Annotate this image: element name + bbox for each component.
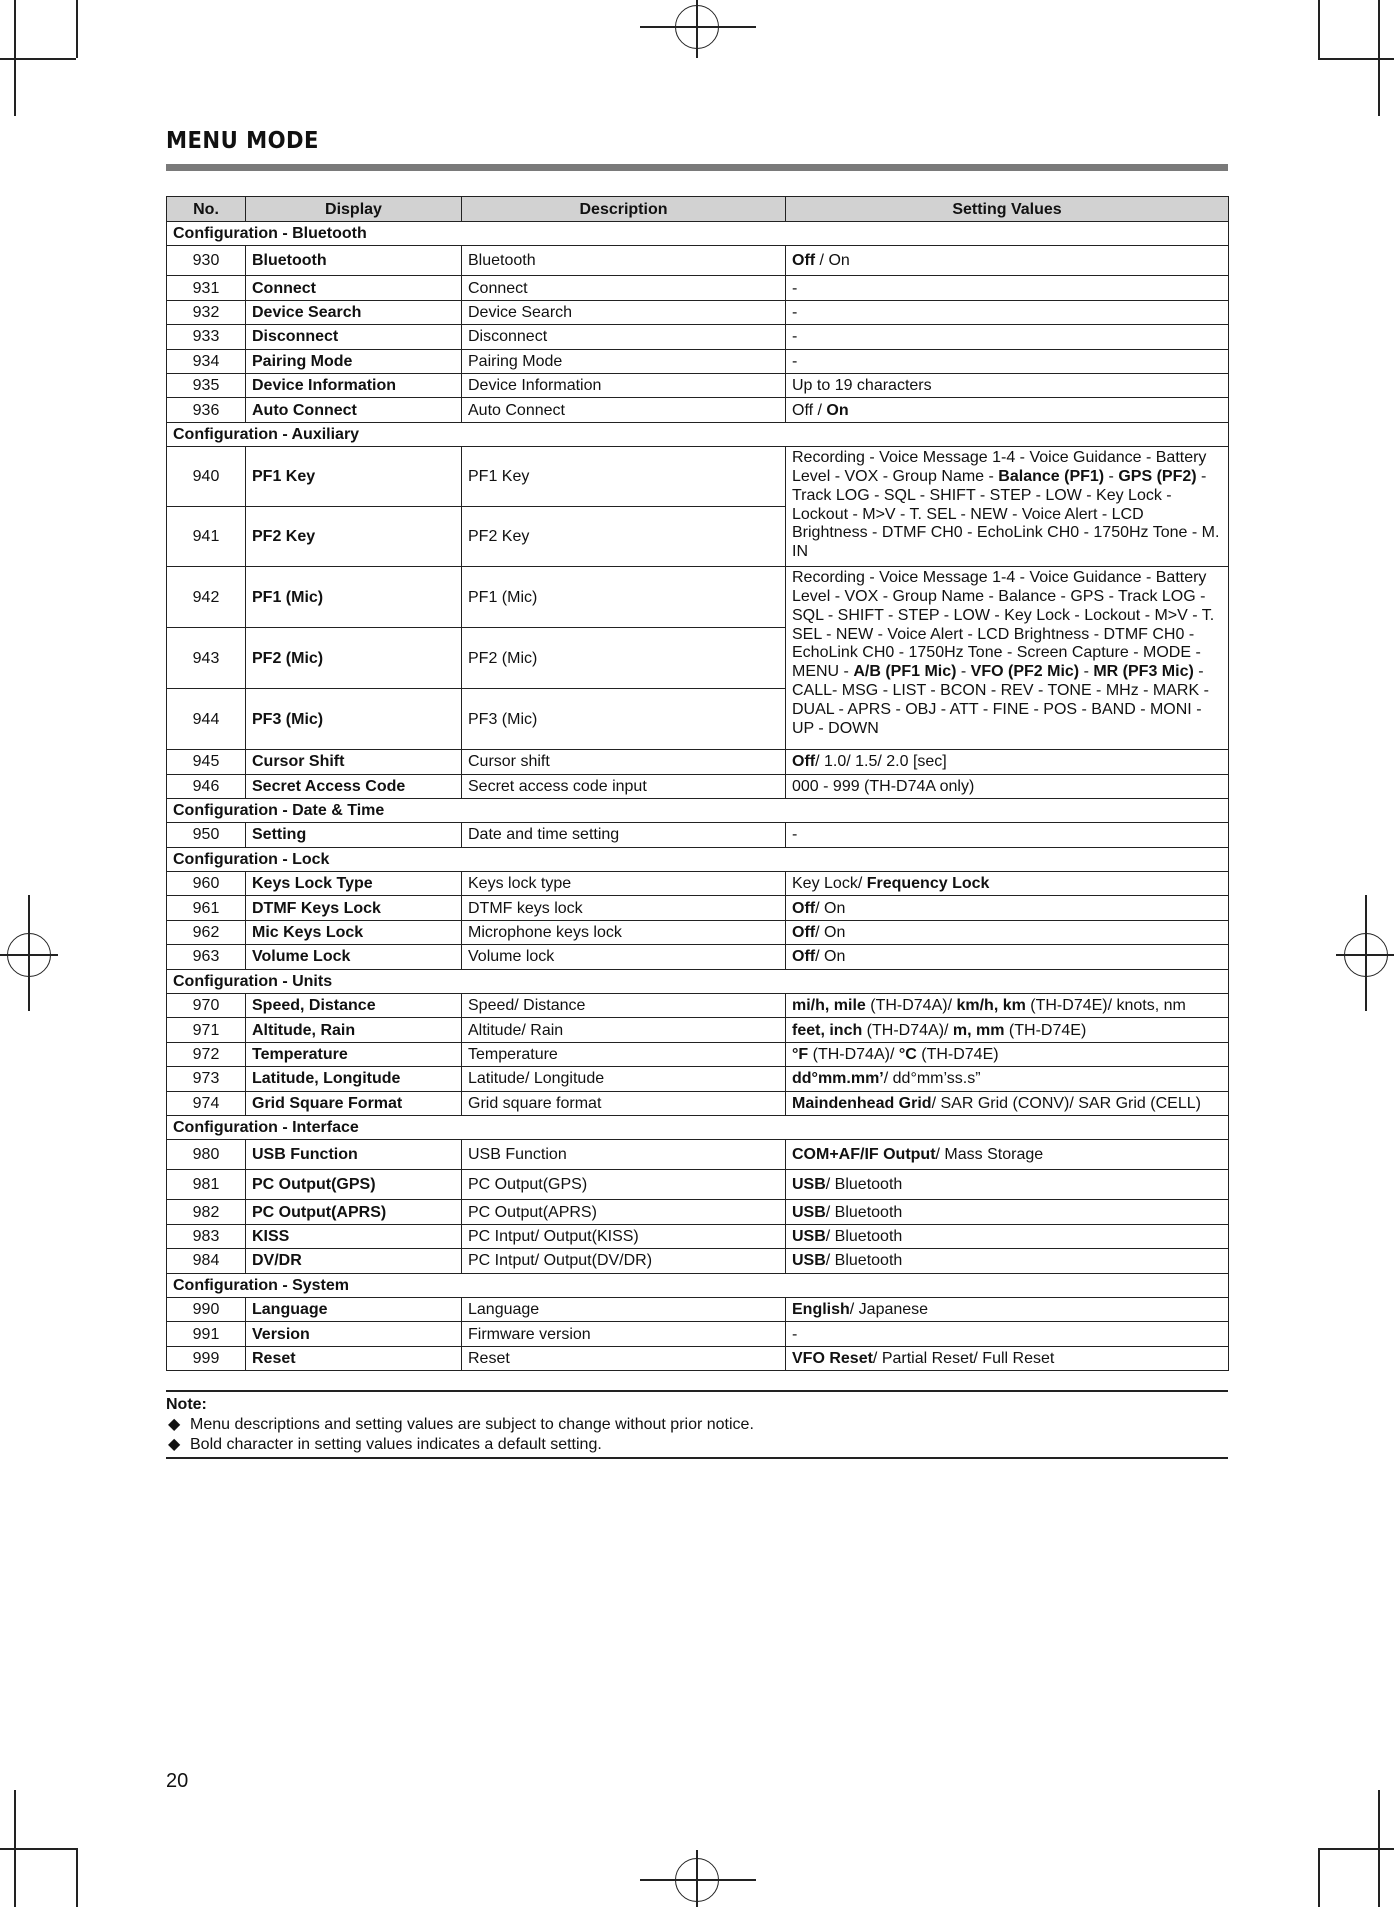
menu-description: Date and time setting <box>462 823 786 847</box>
menu-display: Cursor Shift <box>246 750 462 774</box>
menu-description: Disconnect <box>462 325 786 349</box>
default-value: GPS (PF2) <box>1118 467 1197 485</box>
diamond-bullet-icon: ◆ <box>168 1416 181 1433</box>
menu-description: PC Intput/ Output(DV/DR) <box>462 1249 786 1273</box>
menu-description: Connect <box>462 276 786 300</box>
menu-setting-values <box>786 447 1229 567</box>
menu-description: Auto Connect <box>462 398 786 422</box>
other-values: / dd°mm’ss.s” <box>883 1070 981 1088</box>
menu-setting-values <box>786 1091 1229 1115</box>
note-text: Bold character in setting values indicates a default setting. <box>190 1436 602 1453</box>
default-value: Off <box>792 753 816 771</box>
menu-description: Language <box>462 1297 786 1321</box>
values-text: Recording - Voice Message 1-4 - Voice Guidance - Battery Level - VOX - Group Name - <box>792 449 1207 485</box>
table-row <box>167 774 1229 798</box>
section-interface: Configuration - Interface <box>167 1115 1229 1139</box>
menu-description: PF2 Key <box>462 507 786 567</box>
menu-number: 984 <box>167 1249 246 1273</box>
other-values: / On <box>815 948 846 966</box>
crop-mark <box>1318 0 1320 58</box>
other-values: (TH-D74E) <box>916 1046 999 1063</box>
other-values: / 1.0/ 1.5/ 2.0 [sec] <box>815 753 947 771</box>
other-values: / Partial Reset/ Full Reset <box>872 1349 1055 1367</box>
crop-mark <box>1318 1848 1320 1907</box>
table-row <box>167 750 1229 774</box>
default-value: mi/h, mile <box>792 997 866 1015</box>
menu-setting-values <box>786 1067 1229 1091</box>
menu-setting-values: - <box>786 325 1229 349</box>
section-auxiliary: Configuration - Auxiliary <box>167 422 1229 446</box>
table-row <box>167 1322 1229 1346</box>
default-value: Maindenhead Grid <box>792 1094 932 1112</box>
menu-setting-values <box>786 1140 1229 1170</box>
menu-number: 945 <box>167 750 246 774</box>
default-value: USB <box>792 1176 826 1194</box>
menu-description: Pairing Mode <box>462 349 786 373</box>
header-setting-values: Setting Values <box>786 197 1229 222</box>
default-value: USB <box>792 1252 826 1270</box>
note-item <box>166 1415 1228 1435</box>
menu-setting-values <box>786 994 1229 1018</box>
table-row <box>167 1170 1229 1200</box>
menu-description: Speed/ Distance <box>462 994 786 1018</box>
table-row <box>167 896 1229 920</box>
default-value: °F <box>792 1046 809 1063</box>
menu-display: Volume Lock <box>246 945 462 969</box>
crop-mark <box>76 0 78 58</box>
menu-setting-values <box>786 1042 1229 1066</box>
default-value: Off <box>792 252 816 270</box>
menu-number: 983 <box>167 1224 246 1248</box>
section-bluetooth: Configuration - Bluetooth <box>167 222 1229 246</box>
menu-description: PC Output(APRS) <box>462 1200 786 1224</box>
menu-setting-values <box>786 1297 1229 1321</box>
menu-number: 946 <box>167 774 246 798</box>
other-values: (TH-D74A)/ <box>808 1046 899 1063</box>
menu-display: Setting <box>246 823 462 847</box>
menu-display: Pairing Mode <box>246 349 462 373</box>
menu-number: 942 <box>167 567 246 628</box>
menu-display: Version <box>246 1322 462 1346</box>
menu-number: 950 <box>167 823 246 847</box>
menu-display: PC Output(GPS) <box>246 1170 462 1200</box>
table-row <box>167 246 1229 276</box>
table-row <box>167 920 1229 944</box>
menu-description: Reset <box>462 1346 786 1370</box>
menu-setting-values: - <box>786 349 1229 373</box>
other-values: / Bluetooth <box>825 1252 903 1270</box>
other-values: / SAR Grid (CONV)/ SAR Grid (CELL) <box>931 1094 1201 1112</box>
menu-display: DTMF Keys Lock <box>246 896 462 920</box>
menu-number: 999 <box>167 1346 246 1370</box>
other-values: Off / <box>792 401 827 419</box>
menu-display: Secret Access Code <box>246 774 462 798</box>
menu-description: PC Intput/ Output(KISS) <box>462 1224 786 1248</box>
values-text: Recording - Voice Message 1-4 - Voice Guidance - Battery Level - VOX - Group Name - Balance - GPS - Track LOG - SQL - SHIFT - STEP - LOW - Key Lock - Lockout - M>V - T. SEL - NEW - Voice Alert - LCD Brightness - DTMF CH0 - EchoLink CH0 - 1750Hz Tone - Screen Capture - MODE - MENU - <box>792 569 1215 681</box>
table-row <box>167 1224 1229 1248</box>
header-display: Display <box>246 197 462 222</box>
values-text: - CALL- MSG - LIST - BCON - REV - TONE - MHz - MARK - DUAL - APRS - OBJ - ATT - FINE - POS - BAND - MONI - UP - DOWN <box>792 663 1209 737</box>
menu-display: PF1 (Mic) <box>246 567 462 628</box>
menu-display: Temperature <box>246 1042 462 1066</box>
registration-mark <box>1344 933 1388 977</box>
menu-number: 934 <box>167 349 246 373</box>
menu-number: 960 <box>167 872 246 896</box>
table-row <box>167 1297 1229 1321</box>
menu-number: 943 <box>167 628 246 689</box>
table-row <box>167 994 1229 1018</box>
table-row <box>167 398 1229 422</box>
default-value: Balance (PF1) <box>998 467 1105 485</box>
values-text: - <box>956 663 971 681</box>
table-row <box>167 1067 1229 1091</box>
menu-number: 963 <box>167 945 246 969</box>
default-value: Off <box>792 924 816 942</box>
menu-description: Device Search <box>462 300 786 324</box>
menu-setting-values <box>786 1224 1229 1248</box>
table-row <box>167 1346 1229 1370</box>
menu-description: Firmware version <box>462 1322 786 1346</box>
menu-setting-values: - <box>786 823 1229 847</box>
table-row <box>167 872 1229 896</box>
menu-display: KISS <box>246 1224 462 1248</box>
menu-display: Connect <box>246 276 462 300</box>
default-value: Off <box>792 948 816 966</box>
menu-number: 981 <box>167 1170 246 1200</box>
page-number: 20 <box>166 1770 189 1792</box>
default-value: Off <box>792 899 816 917</box>
default-value: MR (PF3 Mic) <box>1093 663 1194 681</box>
menu-description: DTMF keys lock <box>462 896 786 920</box>
menu-description: Device Information <box>462 373 786 397</box>
other-values: (TH-D74A)/ <box>865 997 957 1015</box>
menu-description: Cursor shift <box>462 750 786 774</box>
menu-setting-values: - <box>786 1322 1229 1346</box>
default-value: On <box>826 401 849 419</box>
menu-description: Bluetooth <box>462 246 786 276</box>
default-value: USB <box>792 1227 826 1245</box>
menu-setting-values <box>786 1346 1229 1370</box>
table-row <box>167 447 1229 507</box>
default-value: English <box>792 1301 850 1319</box>
crop-mark <box>1318 58 1394 60</box>
menu-display: Auto Connect <box>246 398 462 422</box>
menu-description: Keys lock type <box>462 872 786 896</box>
menu-number: 982 <box>167 1200 246 1224</box>
section-row <box>167 1115 1229 1139</box>
default-value: Frequency Lock <box>866 875 990 893</box>
menu-display: Keys Lock Type <box>246 872 462 896</box>
menu-display: Mic Keys Lock <box>246 920 462 944</box>
menu-display: Speed, Distance <box>246 994 462 1018</box>
registration-mark <box>7 933 51 977</box>
table-header-row <box>167 197 1229 222</box>
other-values: (TH-D74E)/ knots, nm <box>1025 997 1186 1015</box>
crop-mark <box>1378 1790 1380 1907</box>
menu-setting-values <box>786 246 1229 276</box>
crop-mark <box>14 1790 16 1907</box>
registration-mark <box>675 1858 719 1902</box>
default-value: dd°mm.mm’ <box>792 1070 884 1088</box>
menu-description: PC Output(GPS) <box>462 1170 786 1200</box>
crop-mark <box>14 0 16 116</box>
menu-setting-values <box>786 567 1229 750</box>
menu-number: 930 <box>167 246 246 276</box>
menu-setting-values <box>786 945 1229 969</box>
menu-description: Altitude/ Rain <box>462 1018 786 1042</box>
menu-number: 932 <box>167 300 246 324</box>
menu-number: 971 <box>167 1018 246 1042</box>
menu-number: 990 <box>167 1297 246 1321</box>
menu-number: 941 <box>167 507 246 567</box>
menu-number: 980 <box>167 1140 246 1170</box>
crop-mark <box>1378 0 1380 116</box>
default-value: A/B (PF1 Mic) <box>853 663 957 681</box>
menu-setting-values: Up to 19 characters <box>786 373 1229 397</box>
menu-number: 940 <box>167 447 246 507</box>
default-value: m, mm <box>952 1021 1005 1039</box>
section-row <box>167 969 1229 993</box>
menu-number: 935 <box>167 373 246 397</box>
menu-display: USB Function <box>246 1140 462 1170</box>
menu-table <box>166 196 1229 1371</box>
menu-display: Device Information <box>246 373 462 397</box>
values-text: - Track LOG - SQL - SHIFT - STEP - LOW - Key Lock - Lockout - M>V - T. SEL - NEW - Voice Alert - LCD Brightness - DTMF CH0 - EchoLink CH0 - 1750Hz Tone - M. IN <box>792 467 1220 561</box>
other-values: (TH-D74A)/ <box>862 1021 953 1039</box>
section-row <box>167 422 1229 446</box>
other-values: / Bluetooth <box>825 1176 903 1194</box>
menu-number: 933 <box>167 325 246 349</box>
menu-number: 991 <box>167 1322 246 1346</box>
table-row <box>167 1018 1229 1042</box>
menu-setting-values <box>786 1170 1229 1200</box>
menu-display: PF2 Key <box>246 507 462 567</box>
section-lock: Configuration - Lock <box>167 847 1229 871</box>
default-value: km/h, km <box>956 997 1026 1015</box>
menu-setting-values <box>786 896 1229 920</box>
menu-display: Reset <box>246 1346 462 1370</box>
note-item <box>166 1435 1228 1455</box>
menu-setting-values <box>786 398 1229 422</box>
menu-display: Latitude, Longitude <box>246 1067 462 1091</box>
menu-description: PF2 (Mic) <box>462 628 786 689</box>
menu-description: PF1 (Mic) <box>462 567 786 628</box>
menu-description: PF3 (Mic) <box>462 689 786 750</box>
crop-mark <box>1318 1848 1394 1850</box>
default-value: COM+AF/IF Output <box>792 1146 936 1164</box>
table-row <box>167 1140 1229 1170</box>
menu-setting-values <box>786 1200 1229 1224</box>
menu-description: Microphone keys lock <box>462 920 786 944</box>
diamond-bullet-icon: ◆ <box>168 1436 181 1453</box>
table-row <box>167 1042 1229 1066</box>
values-text: - <box>1104 467 1119 485</box>
menu-display: Disconnect <box>246 325 462 349</box>
menu-description: Temperature <box>462 1042 786 1066</box>
table-row <box>167 567 1229 628</box>
table-row <box>167 300 1229 324</box>
menu-number: 974 <box>167 1091 246 1115</box>
menu-display: Bluetooth <box>246 246 462 276</box>
crop-mark <box>0 58 76 60</box>
menu-display: Device Search <box>246 300 462 324</box>
menu-display: DV/DR <box>246 1249 462 1273</box>
other-values: / On <box>815 252 850 270</box>
menu-description: Volume lock <box>462 945 786 969</box>
menu-number: 970 <box>167 994 246 1018</box>
header-no: No. <box>167 197 246 222</box>
menu-display: PC Output(APRS) <box>246 1200 462 1224</box>
section-row <box>167 798 1229 822</box>
menu-setting-values <box>786 920 1229 944</box>
menu-setting-values <box>786 750 1229 774</box>
other-values: / Bluetooth <box>825 1203 903 1221</box>
table-row <box>167 1091 1229 1115</box>
menu-display: Language <box>246 1297 462 1321</box>
menu-number: 961 <box>167 896 246 920</box>
other-values: / Japanese <box>849 1301 929 1319</box>
menu-number: 936 <box>167 398 246 422</box>
default-value: USB <box>792 1203 826 1221</box>
default-value: feet, inch <box>792 1021 863 1039</box>
table-row <box>167 373 1229 397</box>
default-value: VFO Reset <box>792 1349 873 1367</box>
header-description: Description <box>462 197 786 222</box>
notes-rule <box>166 1457 1228 1459</box>
menu-setting-values <box>786 1018 1229 1042</box>
registration-mark <box>675 5 719 49</box>
menu-number: 972 <box>167 1042 246 1066</box>
note-text: Menu descriptions and setting values are subject to change without prior notice. <box>190 1416 754 1433</box>
page-title: MENU MODE <box>166 128 319 154</box>
table-row <box>167 325 1229 349</box>
menu-setting-values <box>786 872 1229 896</box>
table-row <box>167 349 1229 373</box>
notes <box>166 1392 1228 1455</box>
menu-description: Grid square format <box>462 1091 786 1115</box>
menu-number: 973 <box>167 1067 246 1091</box>
menu-display: Altitude, Rain <box>246 1018 462 1042</box>
table-row <box>167 276 1229 300</box>
other-values: Key Lock/ <box>792 875 867 893</box>
crop-mark <box>0 1848 76 1850</box>
menu-setting-values: - <box>786 300 1229 324</box>
section-row <box>167 222 1229 246</box>
menu-display: PF1 Key <box>246 447 462 507</box>
other-values: / On <box>815 899 846 917</box>
table-row <box>167 945 1229 969</box>
default-value: VFO (PF2 Mic) <box>970 663 1080 681</box>
table-row <box>167 823 1229 847</box>
menu-number: 962 <box>167 920 246 944</box>
notes-title: Note: <box>166 1396 207 1413</box>
section-units: Configuration - Units <box>167 969 1229 993</box>
values-text: - <box>1079 663 1094 681</box>
menu-display: Grid Square Format <box>246 1091 462 1115</box>
menu-setting-values <box>786 1249 1229 1273</box>
other-values: / Bluetooth <box>825 1227 903 1245</box>
menu-setting-values: - <box>786 276 1229 300</box>
section-row <box>167 847 1229 871</box>
table-row <box>167 1200 1229 1224</box>
menu-display: PF2 (Mic) <box>246 628 462 689</box>
title-rule <box>166 164 1228 171</box>
menu-number: 931 <box>167 276 246 300</box>
menu-number: 944 <box>167 689 246 750</box>
default-value: °C <box>898 1046 917 1063</box>
other-values: / Mass Storage <box>935 1146 1044 1164</box>
menu-description: Secret access code input <box>462 774 786 798</box>
other-values: (TH-D74E) <box>1004 1021 1087 1039</box>
menu-description: USB Function <box>462 1140 786 1170</box>
menu-description: PF1 Key <box>462 447 786 507</box>
table-row <box>167 1249 1229 1273</box>
crop-mark <box>76 1848 78 1907</box>
menu-setting-values: 000 - 999 (TH-D74A only) <box>786 774 1229 798</box>
other-values: / On <box>815 924 846 942</box>
menu-description: Latitude/ Longitude <box>462 1067 786 1091</box>
menu-display: PF3 (Mic) <box>246 689 462 750</box>
section-date-time: Configuration - Date & Time <box>167 798 1229 822</box>
section-row <box>167 1273 1229 1297</box>
section-system: Configuration - System <box>167 1273 1229 1297</box>
